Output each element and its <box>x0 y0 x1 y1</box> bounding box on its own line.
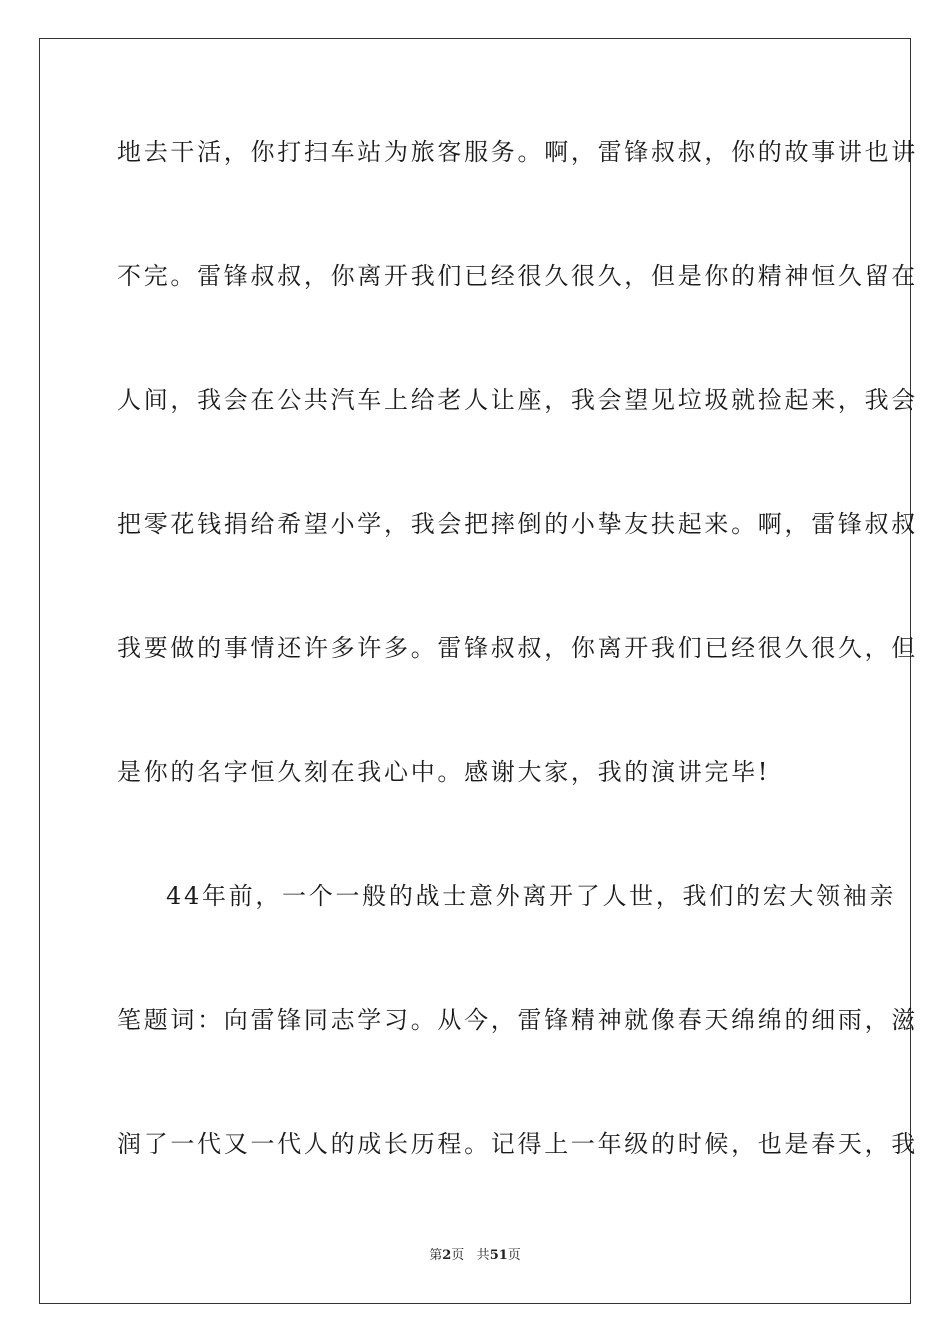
page-border <box>39 38 918 1304</box>
text-line: 不完。雷锋叔叔，你离开我们已经很久很久，但是你的精神恒久留在 <box>117 262 918 290</box>
page-number: 2 <box>442 1248 452 1263</box>
text-line: 地去干活，你打扫车站为旅客服务。啊，雷锋叔叔，你的故事讲也讲 <box>117 138 918 166</box>
text-line: 润了一代又一代人的成长历程。记得上一年级的时候，也是春天，我 <box>117 1130 918 1158</box>
total-prefix: 共 <box>476 1248 490 1263</box>
total-suffix: 页 <box>507 1248 521 1263</box>
page-prefix: 第 <box>429 1248 443 1263</box>
paragraph-first-line: 44年前，一个一般的战士意外离开了人世，我们的宏大领袖亲 <box>166 882 897 910</box>
text-line: 笔题词：向雷锋同志学习。从今，雷锋精神就像春天绵绵的细雨，滋 <box>117 1006 918 1034</box>
text-line: 是你的名字恒久刻在我心中。感谢大家，我的演讲完毕! <box>117 758 771 786</box>
page-footer <box>0 1247 950 1265</box>
text-line: 把零花钱捐给希望小学，我会把摔倒的小挚友扶起来。啊，雷锋叔叔 <box>117 510 918 538</box>
text-line: 人间，我会在公共汽车上给老人让座，我会望见垃圾就捡起来，我会 <box>117 386 918 414</box>
total-pages: 51 <box>489 1248 508 1263</box>
text-line: 我要做的事情还许多许多。雷锋叔叔，你离开我们已经很久很久，但 <box>117 634 918 662</box>
page-suffix: 页 <box>451 1248 465 1263</box>
